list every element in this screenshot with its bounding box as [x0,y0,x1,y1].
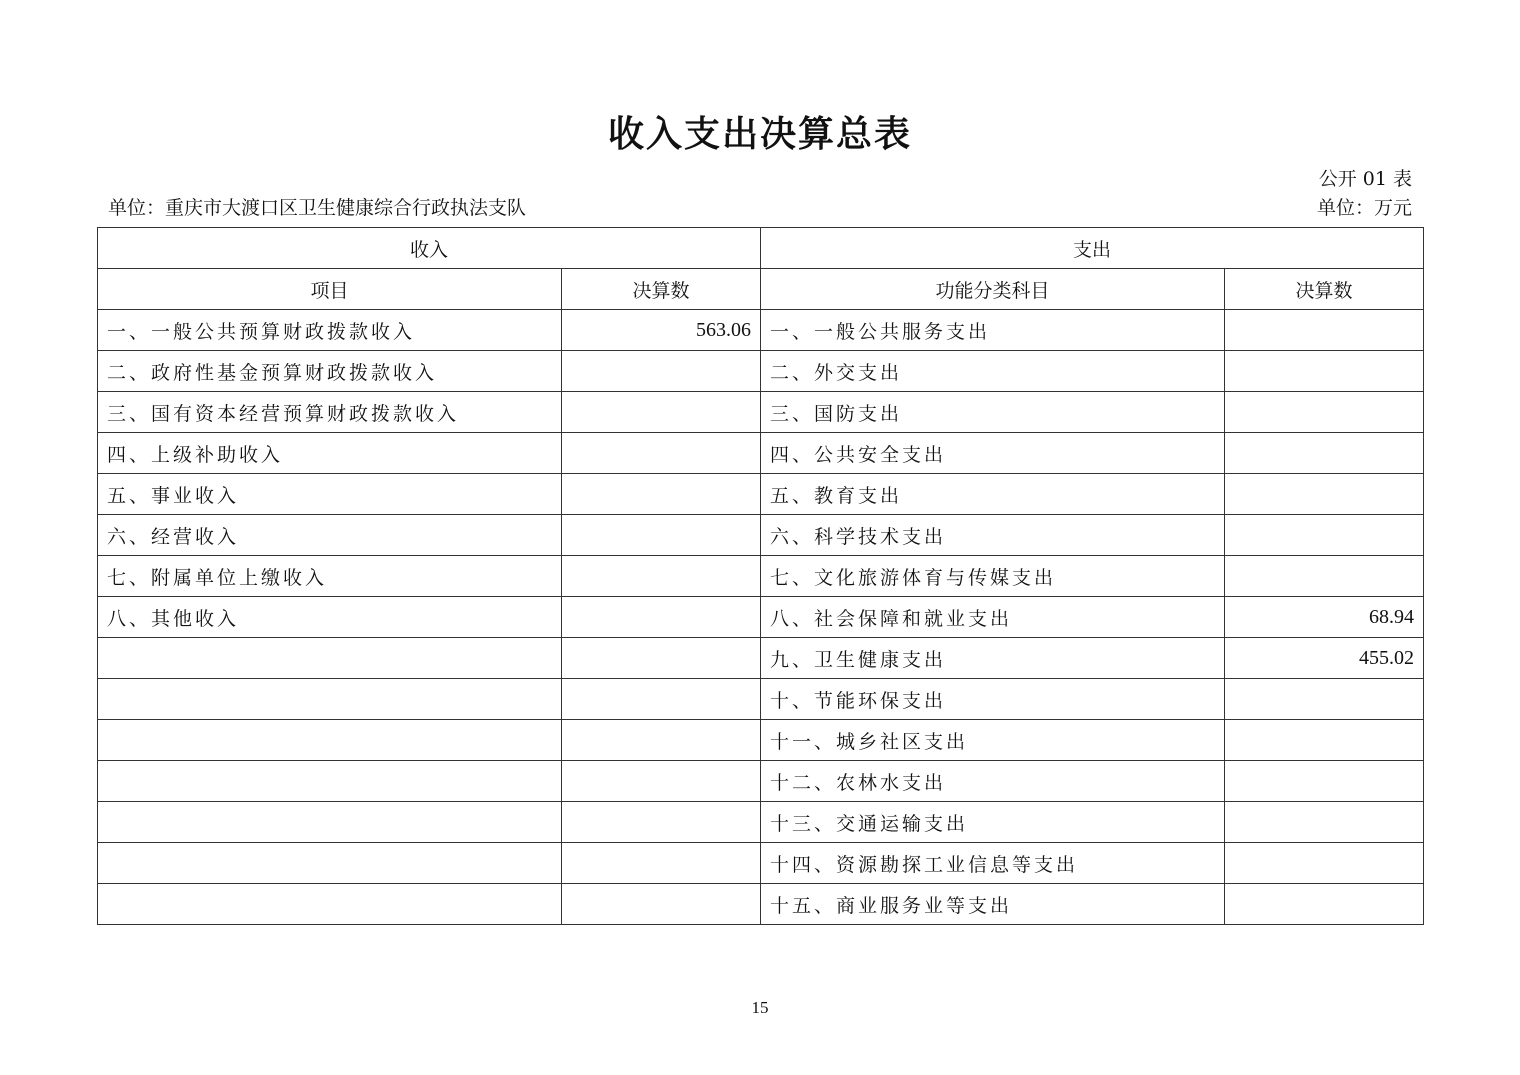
expense-amount-cell [1225,884,1424,925]
table-row [98,515,1424,556]
table-row [98,310,1424,351]
income-item-cell: 一、一般公共预算财政拨款收入 [98,310,562,351]
table-row [98,433,1424,474]
expense-amount-cell [1225,392,1424,433]
currency-unit: 单位：万元 [1316,197,1412,219]
income-amount-cell [562,515,761,556]
income-amount-cell [562,884,761,925]
expense-item-cell: 十四、资源勘探工业信息等支出 [761,843,1225,884]
expense-item-cell: 十三、交通运输支出 [761,802,1225,843]
expense-item-cell: 三、国防支出 [761,392,1225,433]
income-expense-table [97,227,1424,925]
expense-amount-cell [1225,310,1424,351]
table-row [98,843,1424,884]
table-row [98,638,1424,679]
income-amount-cell [562,720,761,761]
expense-amount-cell [1225,720,1424,761]
column-header-income-amount: 决算数 [562,269,761,310]
income-item-cell [98,720,562,761]
section-header-row [98,228,1424,269]
expense-item-cell: 十一、城乡社区支出 [761,720,1225,761]
table-row [98,720,1424,761]
income-item-cell: 二、政府性基金预算财政拨款收入 [98,351,562,392]
income-item-cell: 四、上级补助收入 [98,433,562,474]
income-item-cell [98,843,562,884]
income-item-cell: 三、国有资本经营预算财政拨款收入 [98,392,562,433]
expense-amount-cell [1225,761,1424,802]
expense-amount-cell [1225,515,1424,556]
expense-amount-cell [1225,351,1424,392]
expense-item-cell: 一、一般公共服务支出 [761,310,1225,351]
expense-item-cell: 六、科学技术支出 [761,515,1225,556]
page-number: 15 [751,998,769,1017]
expense-item-cell: 十五、商业服务业等支出 [761,884,1225,925]
expense-amount-cell [1225,802,1424,843]
expense-item-cell: 十、节能环保支出 [761,679,1225,720]
income-item-cell [98,761,562,802]
table-row [98,761,1424,802]
income-amount-cell [562,351,761,392]
income-amount-cell [562,474,761,515]
income-amount-cell [562,802,761,843]
table-row [98,351,1424,392]
expense-item-cell: 十二、农林水支出 [761,761,1225,802]
expense-amount-cell [1225,843,1424,884]
table-row [98,884,1424,925]
income-amount-cell [562,761,761,802]
income-item-cell [98,802,562,843]
expense-item-cell: 七、文化旅游体育与传媒支出 [761,556,1225,597]
income-item-cell [98,638,562,679]
table-row [98,802,1424,843]
table-row [98,392,1424,433]
expense-amount-cell [1225,433,1424,474]
column-header-expense-amount: 决算数 [1225,269,1424,310]
income-item-cell [98,884,562,925]
income-item-cell: 七、附属单位上缴收入 [98,556,562,597]
expense-section-header: 支出 [761,228,1424,269]
income-amount-cell [562,597,761,638]
table-row [98,597,1424,638]
table-row [98,556,1424,597]
column-header-item: 项目 [98,269,562,310]
expense-item-cell: 二、外交支出 [761,351,1225,392]
income-amount-cell [562,433,761,474]
expense-amount-cell: 455.02 [1225,638,1424,679]
column-header-row [98,269,1424,310]
reporting-unit: 单位：重庆市大渡口区卫生健康综合行政执法支队 [108,197,527,219]
expense-amount-cell: 68.94 [1225,597,1424,638]
income-amount-cell: 563.06 [562,310,761,351]
expense-item-cell: 八、社会保障和就业支出 [761,597,1225,638]
table-row [98,679,1424,720]
income-amount-cell [562,638,761,679]
expense-amount-cell [1225,556,1424,597]
income-item-cell: 八、其他收入 [98,597,562,638]
column-header-function: 功能分类科目 [761,269,1225,310]
form-number: 公开 01 表 [1318,168,1412,190]
document-title: 收入支出决算总表 [607,114,912,155]
income-item-cell [98,679,562,720]
income-amount-cell [562,556,761,597]
expense-item-cell: 四、公共安全支出 [761,433,1225,474]
income-section-header: 收入 [98,228,761,269]
income-amount-cell [562,843,761,884]
income-item-cell: 六、经营收入 [98,515,562,556]
expense-amount-cell [1225,679,1424,720]
table-row [98,474,1424,515]
income-amount-cell [562,392,761,433]
expense-item-cell: 九、卫生健康支出 [761,638,1225,679]
income-amount-cell [562,679,761,720]
income-item-cell: 五、事业收入 [98,474,562,515]
expense-amount-cell [1225,474,1424,515]
expense-item-cell: 五、教育支出 [761,474,1225,515]
